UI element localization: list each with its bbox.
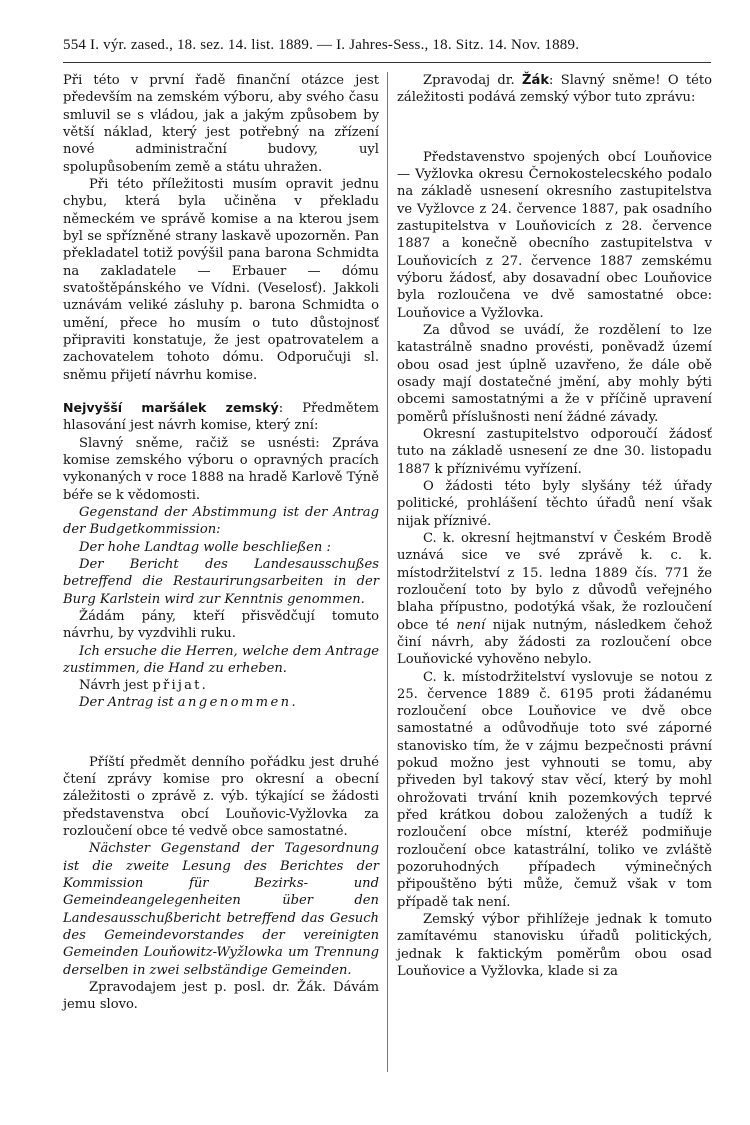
paragraph-text: Zpravodaj dr. <box>423 73 522 88</box>
paragraph-german: Der hohe Landtag wolle beschließen : <box>79 539 331 555</box>
speaker-name: Žák <box>522 73 550 88</box>
emphasis-word: není <box>456 617 486 633</box>
spacer <box>63 384 379 399</box>
paragraph <box>63 399 379 435</box>
header-rule <box>63 62 711 63</box>
paragraph <box>397 530 712 669</box>
paragraph-text: Návrh jest <box>79 678 153 694</box>
paragraph-text: C. k. okresní hejtmanství v Českém Brodě uznává sice ve své zprávě k. c. k. místodržitelství z 15. ledna 1889 čís. 771 že rozloučení toto by bylo z důvodů veřejného blaha přípustno, podotýká však, že rozloučení obce té <box>397 530 712 633</box>
paragraph: Slavný sněme, račiž se usnésti: Zpráva komise zemského výboru o opravných pracích vykonaných v roce 1888 na hradě Karlově Týně béře se k vědomosti. <box>63 435 379 503</box>
spacer <box>63 712 379 754</box>
paragraph-german: Der Bericht des Landesausschußes betreffend die Restaurirungsarbeiten in der Burg Karlstein wird zur Kenntnis genommen. <box>63 556 379 607</box>
paragraph: Žádám pány, kteří přisvědčují tomuto návrhu, by vyzdvihli ruku. <box>63 608 379 642</box>
paragraph: Při této příležitosti musím opravit jednu chybu, která byla učiněna v překladu německém ve správě komise a na kterou jsem byl se spřízněné strany laskavě upozorněn. Pan překladatel totiž povýšil pana barona Schmidta na zakladatele — Erbauer — dómu svatoštěpánského ve Vídni. (Veselosť). Jakkoli uznávám veliké zásluhy p. barona Schmidta o umění, přece ho musím o tuto důstojnosť připraviti konstatuje, že jest opatrovatelem a zachovatelem tohoto dómu. Odporučuji sl. sněmu přijetí návrhu komise. <box>63 176 379 383</box>
left-column <box>63 72 379 1014</box>
paragraph: Příští předmět denního pořádku jest druhé čtení zprávy komise pro okresní a obecní záležitosti o zprávě z. výb. týkající se žádosti představenstva obcí Louňovic-Vyžlovka za rozloučení obce té vedvě obce samostatné. <box>63 754 379 840</box>
paragraph-german <box>63 694 379 711</box>
right-column <box>397 72 712 980</box>
paragraph-text: Der Antrag ist <box>79 695 178 711</box>
paragraph <box>397 72 712 107</box>
paragraph <box>63 677 379 694</box>
result-word: přijat. <box>152 678 208 694</box>
spacer <box>397 107 712 149</box>
column-divider <box>387 72 388 1072</box>
paragraph: O žádosti této byly slyšány též úřady politické, prohlášení těchto úřadů není však nijak příznivé. <box>397 478 712 529</box>
paragraph: C. k. místodržitelství vyslovuje se notou z 25. července 1889 č. 6195 proti žádanému rozloučení obce Louňovice ve dvě obce samostatné a odůvodňuje toto své záporné stanovisko tím, že v zájmu bezpečnosti právní pokud možno jest vyhnouti se tomu, aby přiveden byl takový stav věcí, který by mohl ohrožovati trvání knih pozemkových teprvé před krátkou dobou založených a tudíž k rozloučení obce místní, kteréž podmiňuje rozloučení obce katastrální, toliko ve zvláště pozoruhodných případech výminečných připouštěno býti může, čemuž však v tom případě tak není. <box>397 669 712 910</box>
paragraph: Při této v první řadě finanční otázce jest především na zemském výboru, aby svého času smluvil se s vládou, jak a jakým způsobem by větší náklad, který jest potřebný na zřízení nové administrační budovy, uyl spolupůsobením země a státu uhražen. <box>63 73 379 175</box>
paragraph: Zpravodajem jest p. posl. dr. Žák. Dávám jemu slovo. <box>63 980 379 1013</box>
page-header: 554 I. výr. zased., 18. sez. 14. list. 1889. — I. Jahres-Sess., 18. Sitz. 14. Nov. 1889. <box>63 37 580 53</box>
paragraph: Představenstvo spojených obcí Louňovice — Vyžlovka okresu Černokostelecského podalo na základě usnesení okresního zastupitelstva ve Vyžlovce z 24. července 1887, pak osadního zastupitelstva v Louňovicích z 28. července 1887 a konečně obecního zastupitelstva v Louňovicích z 27. července 1887 zemskému výboru žádosť, aby dosavadní obec Louňovice byla rozloučena ve dvě samostatné obce: Louňovice a Vyžlovka. <box>397 149 712 321</box>
paragraph: Zemský výbor přihlížeje jednak k tomuto zamítavému stanovisku úřadů politických, jednak k faktickým poměrům obou osad Louňovice a Vyžlovka, klade si za <box>397 912 712 980</box>
speaker-name: Nejvyšší maršálek zemský <box>63 399 279 415</box>
paragraph-text: nijak nutným, následkem čehož činí návrh, aby žádosti za rozloučení obce Louňovické vyhověno nebylo. <box>397 617 712 668</box>
paragraph-german: Nächster Gegenstand der Tagesordnung ist die zweite Lesung des Berichtes der Kommission für Bezirks- und Gemeindeangelegenheiten über den Landesausschußbericht betreffend das Gesuch des Gemeindevorstandes der vereinigten Gemeinden Louňowitz-Wyžlowka um Trennung derselben in zwei selbständige Gemeinden. <box>63 841 379 978</box>
paragraph-text: : Slavný sněme! O této záležitosti podává zemský výbor tuto zprávu: <box>397 73 712 106</box>
paragraph: Za důvod se uvádí, že rozdělení to lze katastrálně snadno provésti, poněvadž území obou osad jest úplně uzavřeno, že dále obě osady mají dostatečné jmění, aby mohly býti obcemi samostatnými a že v příčině upravení poměrů příslušnosti není žádné závady. <box>397 322 712 425</box>
paragraph-german: Gegenstand der Abstimmung ist der Antrag der Budgetkommission: <box>63 504 379 538</box>
result-word: angenommen. <box>177 695 299 711</box>
paragraph-text: : Předmětem hlasování jest návrh komise, který zní: <box>63 400 379 434</box>
paragraph: Okresní zastupitelstvo odporoučí žádosť tuto na základě usnesení ze dne 30. listopadu 1887 k příznivému vyřízení. <box>397 426 712 477</box>
paragraph-german: Ich ersuche die Herren, welche dem Antrage zustimmen, die Hand zu erheben. <box>63 643 379 676</box>
